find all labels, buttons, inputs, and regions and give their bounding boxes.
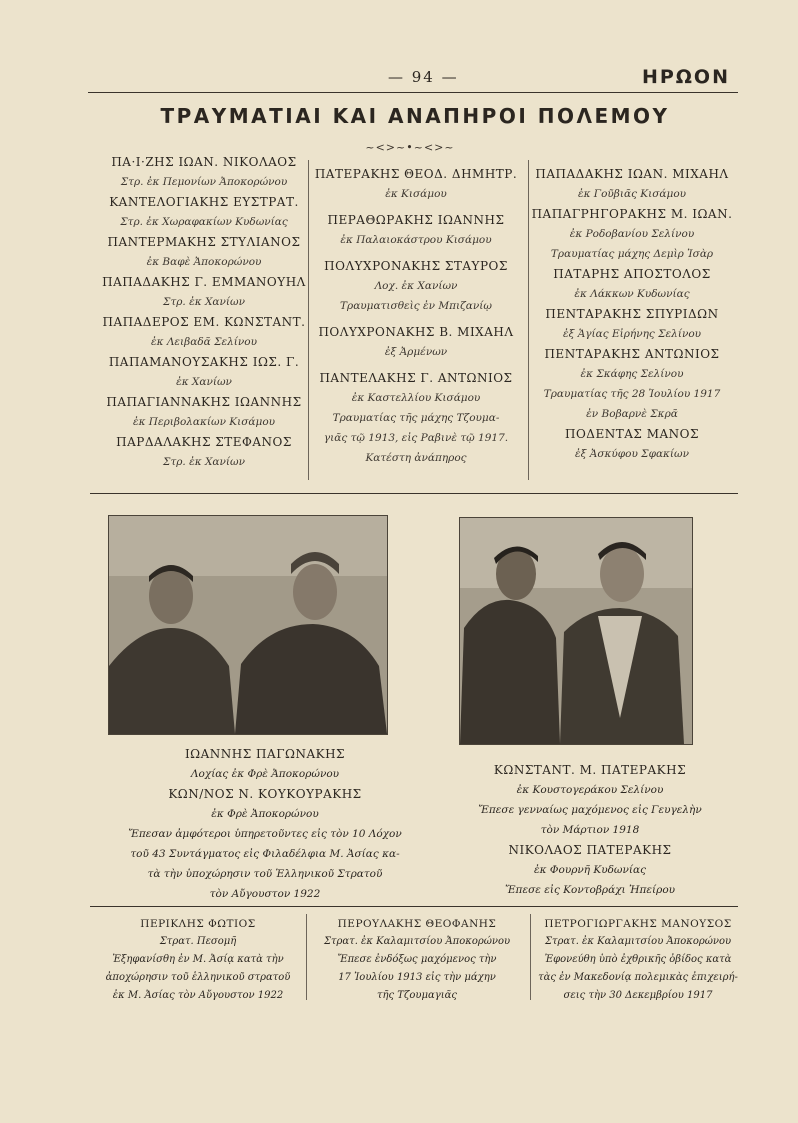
entry-name: ΚΑΝΤΕΛΟΓΙΑΚΗΣ ΕΥΣΤΡΑΤ. (109, 195, 299, 209)
photo-paterakis-brothers (459, 517, 693, 745)
page-number: — 94 — (388, 68, 459, 86)
header-rule (88, 92, 738, 93)
ornament-divider: ~<>~•~<>~ (365, 141, 455, 154)
caption-detail: ἐκ Κουστογεράκου Σελίνου (516, 784, 664, 796)
entry-detail: ἐκ Σκάφης Σελίνου (580, 368, 684, 380)
entry-detail: τὰς ἐν Μακεδονίᾳ πολεμικὰς ἐπιχειρή- (538, 972, 738, 983)
entry-name: ΠΕΝΤΑΡΑΚΗΣ ΑΝΤΩΝΙΟΣ (544, 347, 720, 361)
entry-detail: Τραυματισθεὶς ἐν Μπιζανίῳ (340, 300, 492, 312)
entry-detail: Στρατ. Πεσομῆ (159, 936, 237, 947)
entry-name: ΠΑΠΑΓΡΗΓΟΡΑΚΗΣ Μ. ΙΩΑΝ. (531, 207, 733, 221)
entry-detail: ἐκ Περιβολακίων Κισάμου (132, 416, 276, 428)
entry-detail: τῆς Τζουμαγιᾶς (377, 990, 457, 1001)
journal-title: ΗΡΩΟΝ (641, 66, 730, 88)
entry-detail: ἐκ Βαφὲ Ἀποκορώνου (146, 256, 262, 268)
caption-detail: Λοχίας ἐκ Φρὲ Ἀποκορώνου (190, 768, 340, 780)
entry-detail: Στρατ. ἐκ Καλαμιτσίου Ἀποκορώνου (323, 936, 511, 947)
entry-detail: Στρ. ἐκ Χανίων (163, 456, 245, 468)
caption-detail: τὸν Μάρτιον 1918 (540, 824, 640, 836)
bottom-entry-3 (532, 915, 744, 1005)
section-rule (90, 906, 738, 907)
caption-detail: τοῦ 43 Συντάγματος εἰς Φιλαδέλφια Μ. Ἀσίας κα- (130, 848, 400, 860)
entry-name: ΠΑΡΔΑΛΑΚΗΣ ΣΤΕΦΑΝΟΣ (116, 435, 292, 449)
entry-name: ΠΑΝΤΕΛΑΚΗΣ Γ. ΑΝΤΩΝΙΟΣ (319, 371, 513, 385)
caption-right (445, 760, 735, 900)
photo-pagonakis-koukourakis (108, 515, 388, 735)
column-1 (100, 152, 308, 472)
entry-name: ΠΟΛΥΧΡΟΝΑΚΗΣ ΣΤΑΥΡΟΣ (324, 259, 508, 273)
entry-name: ΠΑΠΑΔΕΡΟΣ ΕΜ. ΚΩΝΣΤΑΝΤ. (102, 315, 306, 329)
entry-detail: Τραυματίας μάχης Δεμὶρ Ἰσὰρ (550, 248, 714, 260)
caption-name: ΝΙΚΟΛΑΟΣ ΠΑΤΕΡΑΚΗΣ (508, 843, 672, 857)
entry-detail: Ἐφονεύθη ὑπὸ ἐχθρικῆς ὀβίδος κατὰ (544, 954, 732, 965)
entry-detail: ἐκ Ροδοβανίου Σελίνου (569, 228, 695, 240)
entry-detail: ἐκ Λειβαδᾶ Σελίνου (150, 336, 258, 348)
entry-detail: Τραυματίας τῆς 28 Ἰουλίου 1917 (543, 388, 721, 400)
column-divider (530, 914, 531, 1000)
caption-name: ΙΩΑΝΝΗΣ ΠΑΓΩΝΑΚΗΣ (184, 747, 346, 761)
entry-name: ΠΕΝΤΑΡΑΚΗΣ ΣΠΥΡΙΔΩΝ (545, 307, 719, 321)
entry-detail: ἐν Βοβαρνὲ Σκρᾶ (586, 408, 678, 420)
entry-name: ΠΑ·Ι·ΖΗΣ ΙΩΑΝ. ΝΙΚΟΛΑΟΣ (111, 155, 297, 169)
section-rule (90, 493, 738, 494)
entry-name: ΠΑΠΑΜΑΝΟΥΣΑΚΗΣ ΙΩΣ. Γ. (108, 355, 300, 369)
entry-name: ΠΑΠΑΔΑΚΗΣ ΙΩΑΝ. ΜΙΧΑΗΛ (535, 167, 729, 181)
caption-detail: ἐκ Φρὲ Ἀποκορώνου (211, 808, 319, 820)
entry-name: ΠΕΡΙΚΛΗΣ ΦΩΤΙΟΣ (140, 918, 256, 930)
entry-detail: σεις τὴν 30 Δεκεμβρίου 1917 (563, 990, 713, 1001)
entry-name: ΠΑΠΑΔΑΚΗΣ Γ. ΕΜΜΑΝΟΥΗΛ (102, 275, 306, 289)
bottom-entry-2 (308, 915, 526, 1005)
entry-name: ΠΟΔΕΝΤΑΣ ΜΑΝΟΣ (565, 427, 699, 441)
entry-detail: Στρ. ἐκ Χανίων (163, 296, 245, 308)
entry-detail: ἐξ Ἀρμένων (384, 346, 448, 358)
entry-name: ΠΑΠΑΓΙΑΝΝΑΚΗΣ ΙΩΑΝΝΗΣ (106, 395, 302, 409)
entry-detail: Στρατ. ἐκ Καλαμιτσίου Ἀποκορώνου (544, 936, 732, 947)
column-divider (308, 160, 309, 480)
caption-detail: Ἔπεσε εἰς Κοντοβράχι Ἠπείρου (504, 884, 676, 896)
entry-detail: Ἐξηφανίσθη ἐν Μ. Ἀσίᾳ κατὰ τὴν (112, 954, 284, 965)
entry-detail: ἐκ Γοῦβιᾶς Κισάμου (577, 188, 687, 200)
entry-detail: ἀποχώρησιν τοῦ ἑλληνικοῦ στρατοῦ (105, 972, 291, 983)
entry-detail: γιᾶς τῷ 1913, εἰς Ραβινὲ τῷ 1917. (323, 432, 509, 444)
entry-name: ΠΑΝΤΕΡΜΑΚΗΣ ΣΤΥΛΙΑΝΟΣ (107, 235, 301, 249)
entry-detail: Στρ. ἐκ Χωραφακίων Κυδωνίας (120, 216, 288, 228)
entry-detail: ἐκ Μ. Ἀσίας τὸν Αὔγουστον 1922 (112, 990, 284, 1001)
bottom-entry-1 (96, 915, 300, 1005)
column-3 (522, 152, 742, 464)
caption-name: ΚΩΝΣΤΑΝΤ. Μ. ΠΑΤΕΡΑΚΗΣ (493, 763, 687, 777)
column-divider (306, 914, 307, 1000)
entry-detail: Λοχ. ἐκ Χανίων (374, 280, 458, 292)
entry-detail: ἐκ Λάκκων Κυδωνίας (574, 288, 690, 300)
entry-name: ΠΕΡΑΘΩΡΑΚΗΣ ΙΩΑΝΝΗΣ (327, 213, 505, 227)
caption-left (100, 744, 430, 904)
entry-name: ΠΑΤΑΡΗΣ ΑΠΟΣΤΟΛΟΣ (553, 267, 711, 281)
entry-detail: ἐξ Ἀσκύφου Σφακίων (575, 448, 689, 460)
page-header (88, 64, 730, 94)
entry-detail: 17 Ἰουλίου 1913 εἰς τὴν μάχην (338, 972, 496, 983)
entry-detail: ἐκ Χανίων (176, 376, 232, 388)
entry-detail: Τραυματίας τῆς μάχης Τζουμα- (332, 412, 500, 424)
entry-detail: ἐκ Κισάμου (385, 188, 447, 200)
entry-name: ΠΑΤΕΡΑΚΗΣ ΘΕΟΔ. ΔΗΜΗΤΡ. (314, 167, 518, 181)
entry-detail: Στρ. ἐκ Πεμονίων Ἀποκορώνου (120, 176, 288, 188)
column-2 (310, 152, 522, 468)
entry-detail: ἐκ Παλαιοκάστρου Κισάμου (340, 234, 492, 246)
entry-detail: ἐκ Καστελλίου Κισάμου (351, 392, 481, 404)
entry-detail: Κατέστη ἀνάπηρος (365, 452, 467, 464)
caption-detail: τὰ τὴν ὑποχώρησιν τοῦ Ἑλληνικοῦ Στρατοῦ (147, 868, 383, 880)
page-title: ΤΡΑΥΜΑΤΙΑΙ ΚΑΙ ΑΝΑΠΗΡΟΙ ΠΟΛΕΜΟΥ (160, 104, 670, 128)
entry-name: ΠΕΤΡΟΓΙΩΡΓΑΚΗΣ ΜΑΝΟΥΣΟΣ (544, 918, 732, 930)
caption-detail: τὸν Αὔγουστον 1922 (209, 888, 321, 900)
entry-name: ΠΕΡΟΥΛΑΚΗΣ ΘΕΟΦΑΝΗΣ (337, 918, 497, 930)
caption-detail: Ἔπεσαν ἀμφότεροι ὑπηρετοῦντες εἰς τὸν 10 Λόχον (128, 828, 402, 840)
caption-name: ΚΩΝ/ΝΟΣ Ν. ΚΟΥΚΟΥΡΑΚΗΣ (168, 787, 362, 801)
caption-detail: Ἔπεσε γενναίως μαχόμενος εἰς Γευγελὴν (478, 804, 702, 816)
caption-detail: ἐκ Φουρνῆ Κυδωνίας (534, 864, 646, 876)
entry-detail: ἐξ Ἁγίας Εἰρήνης Σελίνου (562, 328, 702, 340)
entry-detail: Ἔπεσε ἐνδόξως μαχόμενος τὴν (337, 954, 497, 965)
entry-name: ΠΟΛΥΧΡΟΝΑΚΗΣ Β. ΜΙΧΑΗΛ (318, 325, 514, 339)
